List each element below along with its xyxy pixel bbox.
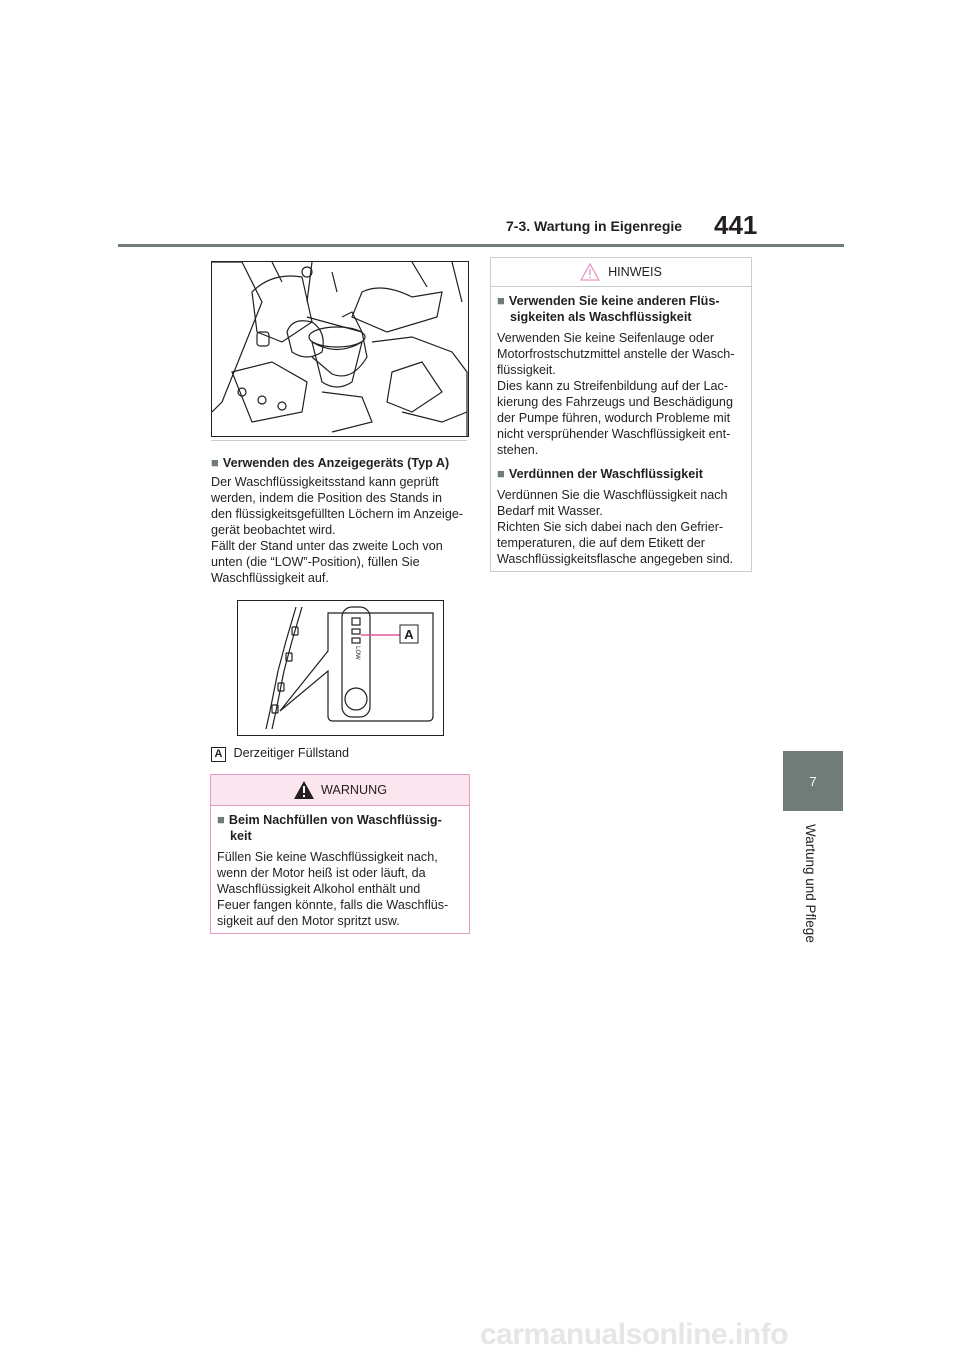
- text-line: den flüssigkeitsgefüllten Löchern im Anzeige-: [211, 507, 464, 521]
- callout-a-label: A: [404, 627, 414, 642]
- warning-title: WARNUNG: [321, 783, 387, 797]
- text-line: Waschflüssigkeitsflasche angegeben sind.: [497, 552, 734, 566]
- text-line: werden, indem die Position des Stands in: [211, 491, 443, 505]
- section-heading: ■ Verwenden des Anzeigegeräts (Typ A): [211, 455, 450, 470]
- legend-text: Derzeitiger Füllstand: [233, 746, 349, 760]
- text-line: Fällt der Stand unter das zweite Loch von: [211, 539, 443, 553]
- chapter-tab: [783, 751, 843, 811]
- text-line: Richten Sie sich dabei nach den Gefrier-: [497, 520, 724, 534]
- warning-box: [210, 774, 470, 934]
- note-box: [490, 257, 752, 572]
- chapter-title: Wartung und Pflege: [803, 824, 818, 943]
- text-line: flüssigkeit.: [497, 363, 556, 377]
- text-line: Verwenden Sie keine Seifenlauge oder: [497, 331, 715, 345]
- header-divider: [118, 244, 844, 247]
- note-header: [491, 258, 751, 287]
- caution-triangle-icon: [580, 263, 600, 281]
- page-number: 441: [714, 210, 758, 240]
- legend-key: A: [211, 747, 226, 762]
- figure-refill-washer-fluid: [211, 261, 469, 437]
- text-line: kierung des Fahrzeugs und Beschädigung: [497, 395, 733, 409]
- text-line: Feuer fangen könnte, falls die Waschflüs-: [217, 898, 449, 912]
- warning-triangle-icon: [293, 780, 315, 800]
- bullet-square-icon: ■: [497, 293, 505, 308]
- note-body-1: [497, 330, 745, 458]
- gauge-illustration: [238, 601, 443, 735]
- warning-heading: ■ Beim Nachfüllen von Waschflüssig- keit: [217, 812, 442, 843]
- text-line: Dies kann zu Streifenbildung auf der Lac-: [497, 379, 729, 393]
- section-paragraph: [211, 474, 473, 586]
- text-line: Verdünnen Sie die Waschflüssigkeit nach: [497, 488, 728, 502]
- bullet-square-icon: ■: [217, 812, 225, 827]
- gauge-low-label: LOW: [354, 646, 360, 660]
- text-line: Waschflüssigkeit auf.: [211, 571, 329, 585]
- chapter-number: 7: [809, 773, 817, 789]
- text-line: wenn der Motor heiß ist oder läuft, da: [217, 866, 426, 880]
- section-divider: [211, 440, 467, 441]
- engine-bay-illustration: [212, 262, 468, 436]
- note-heading-2: ■ Verdünnen der Waschflüssigkeit: [497, 466, 703, 481]
- figure-level-gauge: [237, 600, 444, 736]
- watermark: carmanualsonline.info: [480, 1318, 788, 1351]
- text-line: der Pumpe führen, wodurch Probleme mit: [497, 411, 731, 425]
- text-line: sigkeit auf den Motor spritzt usw.: [217, 914, 400, 928]
- text-line: temperaturen, die auf dem Etikett der: [497, 536, 705, 550]
- text-line: stehen.: [497, 443, 539, 457]
- note-title: HINWEIS: [608, 265, 662, 279]
- bullet-square-icon: ■: [497, 466, 505, 481]
- warning-header: [211, 775, 469, 806]
- figure-legend: [211, 745, 471, 762]
- text-line: Bedarf mit Wasser.: [497, 504, 603, 518]
- text-line: Der Waschflüssigkeitsstand kann geprüft: [211, 475, 439, 489]
- text-line: Füllen Sie keine Waschflüssigkeit nach,: [217, 850, 438, 864]
- text-line: Motorfrostschutzmittel anstelle der Wasch-: [497, 347, 735, 361]
- note-body-2: [497, 487, 745, 567]
- bullet-square-icon: ■: [211, 455, 219, 470]
- section-title: 7-3. Wartung in Eigenregie: [506, 218, 683, 234]
- text-line: nicht versprühender Waschflüssigkeit ent-: [497, 427, 731, 441]
- text-line: gerät beobachtet wird.: [211, 523, 336, 537]
- warning-body: [217, 849, 463, 929]
- text-line: Waschflüssigkeit Alkohol enthält und: [217, 882, 421, 896]
- text-line: unten (die “LOW”-Position), füllen Sie: [211, 555, 420, 569]
- note-heading-1: ■ Verwenden Sie keine anderen Flüs- sigkeiten als Waschflüssigkeit: [497, 293, 720, 324]
